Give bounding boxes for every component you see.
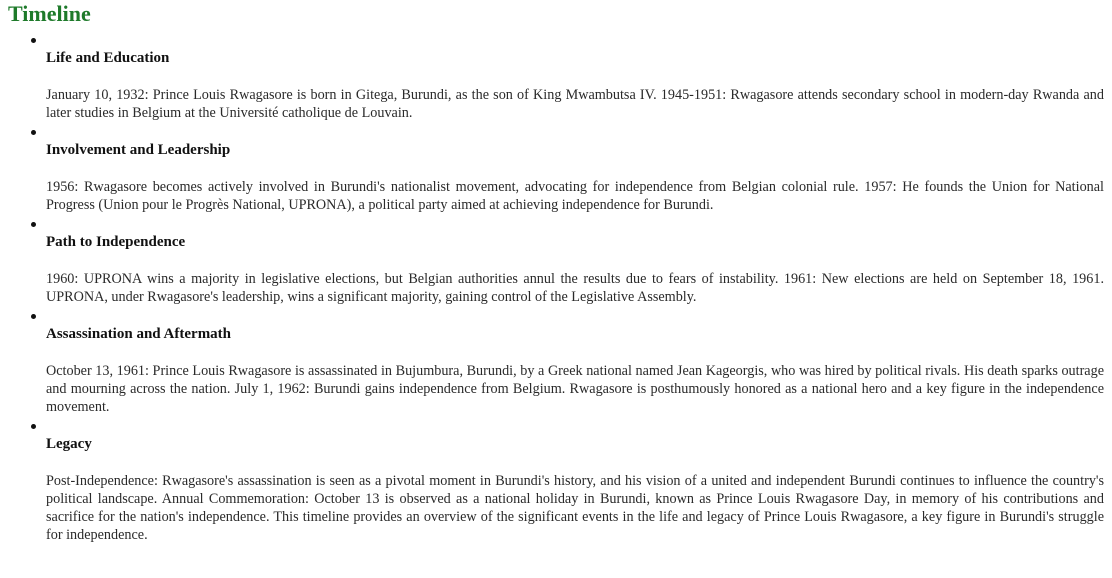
entry-description: 1960: UPRONA wins a majority in legislative elections, but Belgian authorities annul the results due to fears of instability. 1961: New elections are held on September 18, 1961. UPRONA, under Rwagasore's leadership, wins a significant majority, gaining control of the Legislative Assembly.: [46, 271, 1104, 305]
entry-heading: Assassination and Aftermath: [46, 326, 232, 342]
timeline-entry-legacy: [46, 416, 1104, 544]
timeline-entry-assassination-aftermath: [46, 306, 1104, 416]
entry-description: Post-Independence: Rwagasore's assassination is seen as a pivotal moment in Burundi's history, and his vision of a united and independent Burundi continues to influence the country's political landscape. Annual Commemoration: October 13 is observed as a national holiday in Burundi, known as Prince Louis Rwagasore Day, in memory of his contributions and sacrifice for the nation's independence. This timeline provides an overview of the significant events in the life and legacy of Prince Louis Rwagasore, a key figure in Burundi's struggle for independence.: [46, 473, 1104, 543]
timeline-entry-life-education: [46, 30, 1104, 122]
entry-heading: Legacy: [46, 436, 92, 452]
timeline-entry-path-to-independence: [46, 214, 1104, 306]
entry-heading: Involvement and Leadership: [46, 142, 231, 158]
timeline-list: [8, 30, 1104, 544]
entry-heading: Path to Independence: [46, 234, 186, 250]
bullet-icon: [31, 314, 36, 319]
bullet-icon: [31, 222, 36, 227]
entry-description: January 10, 1932: Prince Louis Rwagasore is born in Gitega, Burundi, as the son of King Mwambutsa IV. 1945-1951: Rwagasore attends secondary school in modern-day Rwanda and later studies in Belgium at the Université catholique de Louvain.: [46, 87, 1104, 121]
timeline-entry-involvement-leadership: [46, 122, 1104, 214]
bullet-icon: [31, 38, 36, 43]
entry-description: 1956: Rwagasore becomes actively involved in Burundi's nationalist movement, advocating for independence from Belgian colonial rule. 1957: He founds the Union for National Progress (Union pour le Progrès National, UPRONA), a political party aimed at achieving independence for Burundi.: [46, 179, 1104, 213]
bullet-icon: [31, 424, 36, 429]
entry-heading: Life and Education: [46, 50, 170, 66]
entry-description: October 13, 1961: Prince Louis Rwagasore is assassinated in Bujumbura, Burundi, by a Greek national named Jean Kageorgis, who was hired by political rivals. His death sparks outrage and mourning across the nation. July 1, 1962: Burundi gains independence from Belgium. Rwagasore is posthumously honored as a national hero and a key figure in the independence movement.: [46, 363, 1104, 415]
bullet-icon: [31, 130, 36, 135]
page-title: Timeline: [8, 1, 91, 26]
